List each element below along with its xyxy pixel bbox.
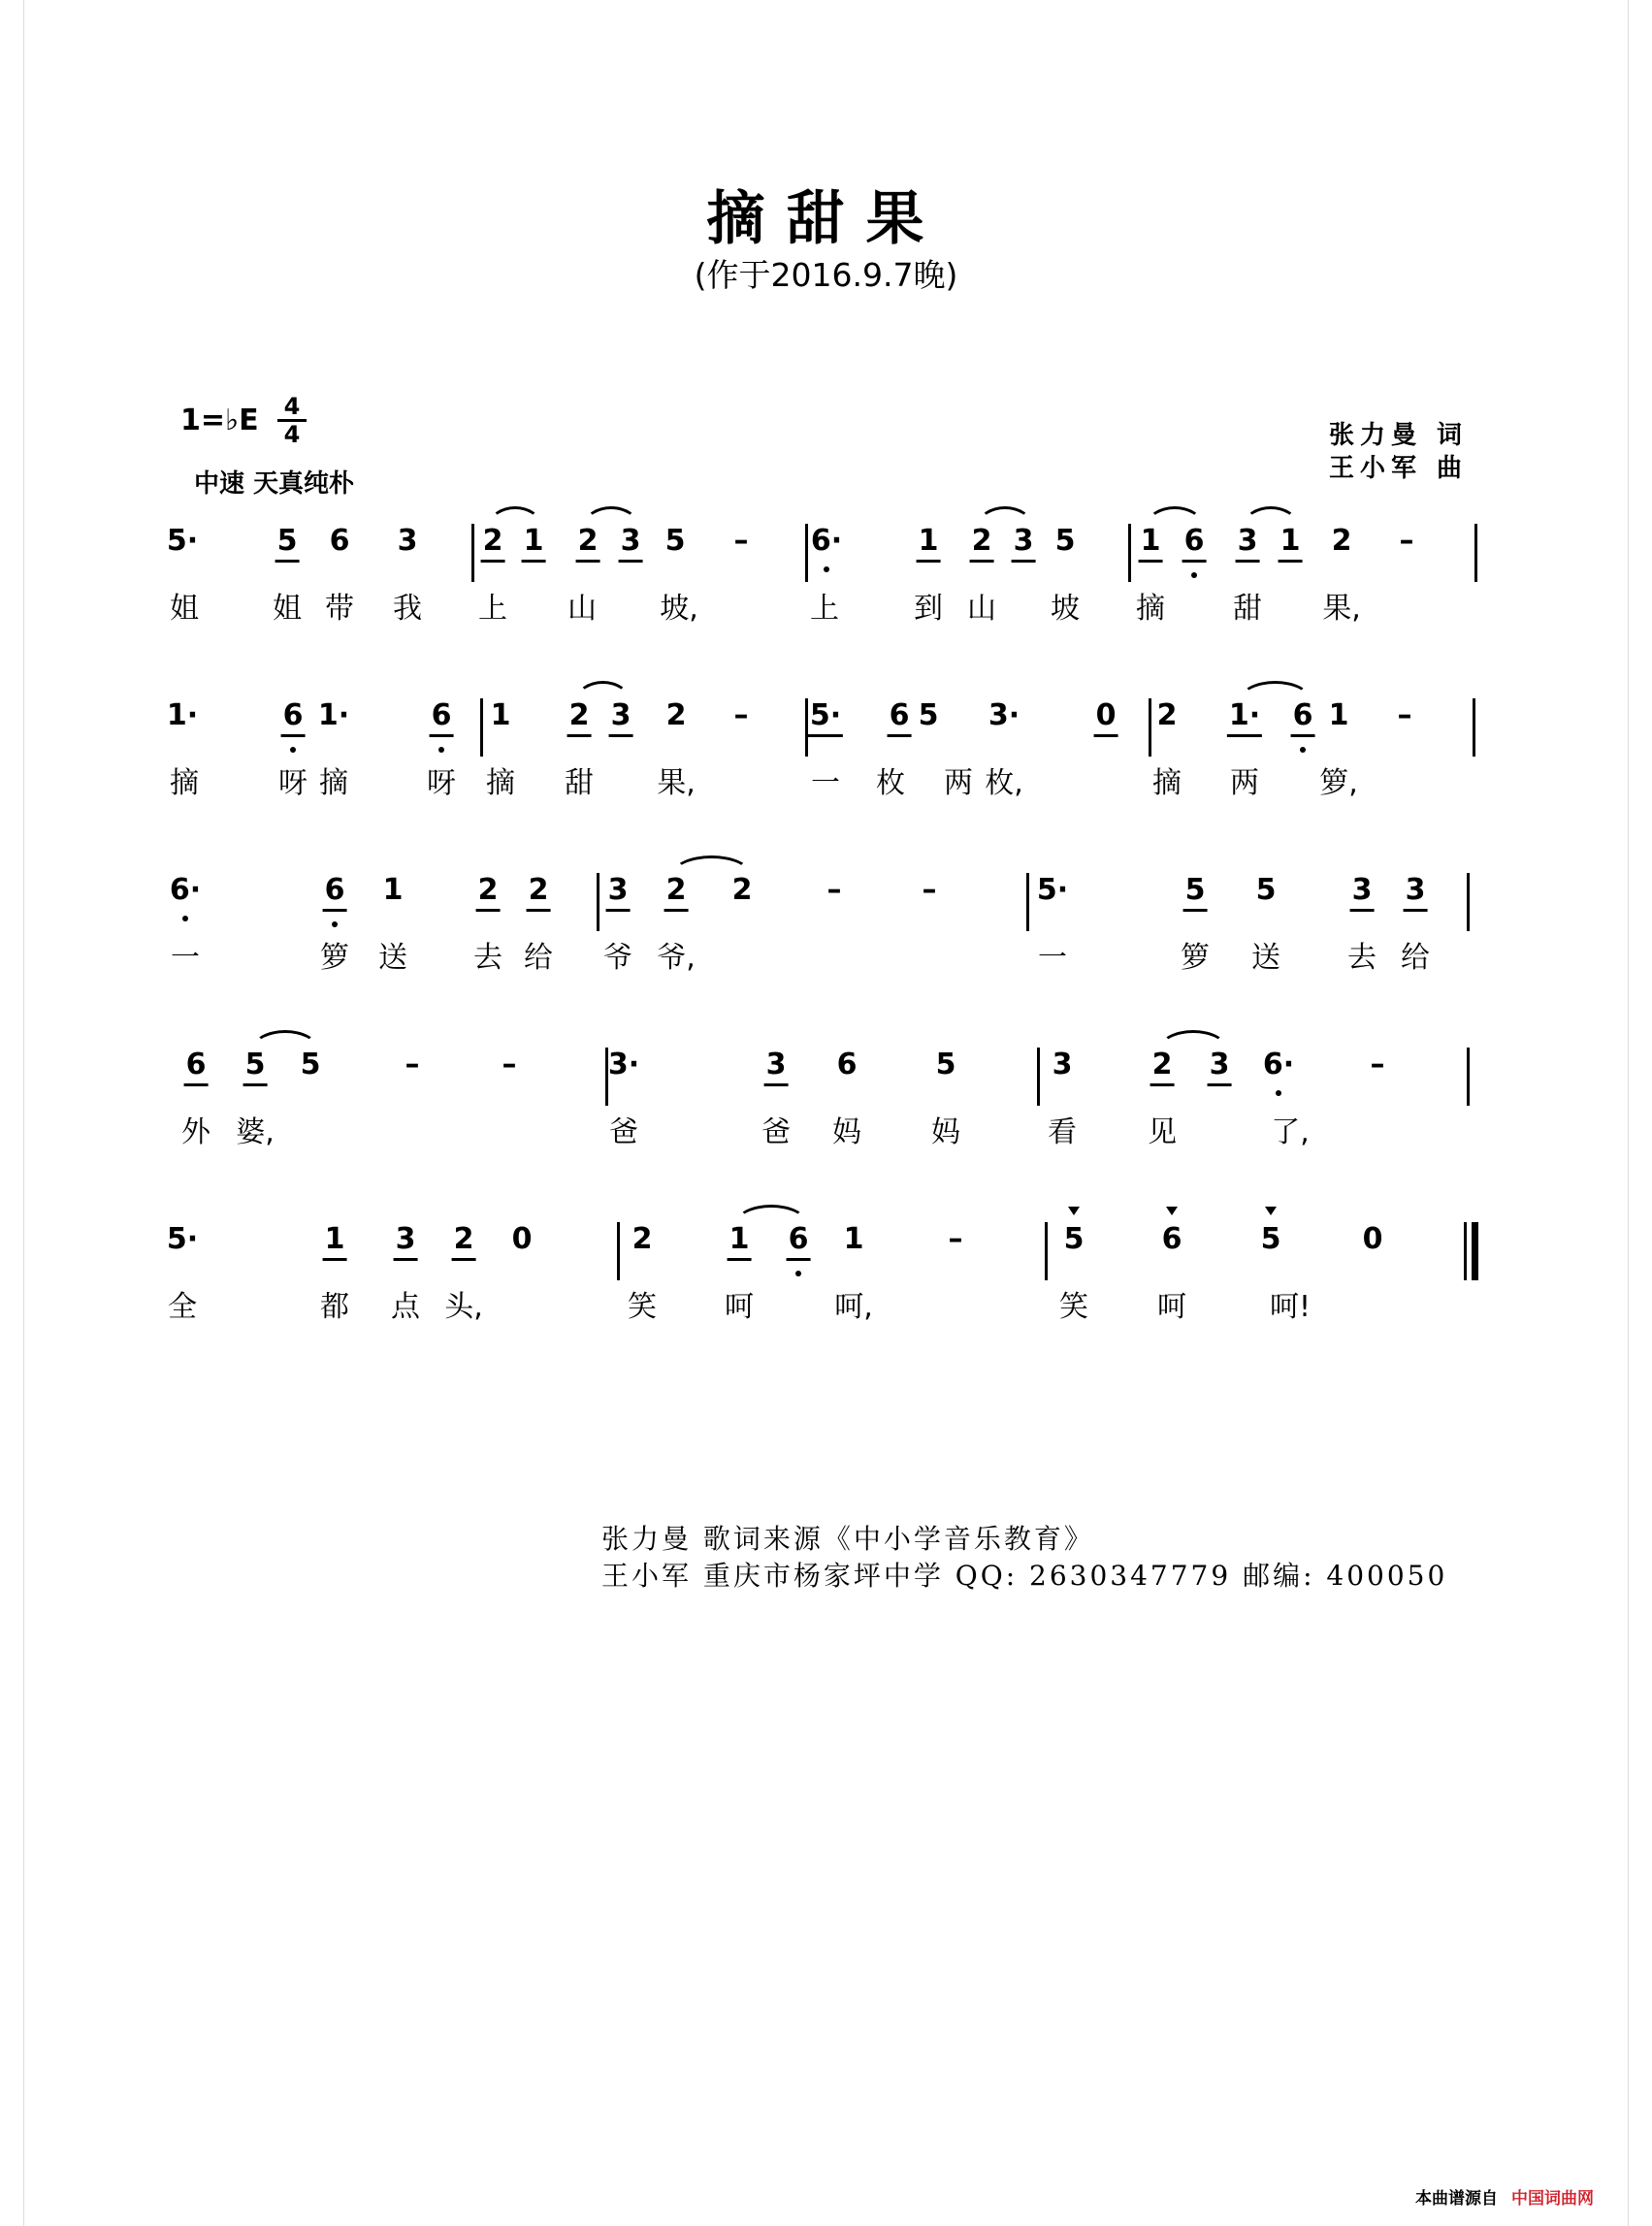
note: 5 xyxy=(664,524,686,558)
bar-line xyxy=(1467,873,1470,931)
note: 5· xyxy=(808,698,843,737)
note: – xyxy=(1399,524,1414,558)
final-bar-thin xyxy=(1464,1222,1467,1280)
note: – xyxy=(826,873,842,907)
low-octave-dot xyxy=(1191,572,1197,578)
note: 6· xyxy=(169,873,202,907)
lyric-syllable: 枚 xyxy=(876,766,905,800)
lyric-syllable: 上 xyxy=(478,592,507,626)
note: 0 xyxy=(1362,1222,1383,1256)
note: 2 xyxy=(1331,524,1352,558)
lyric-syllable: 呵 xyxy=(1157,1290,1186,1324)
note: 6 xyxy=(329,524,350,558)
note: 2 xyxy=(970,524,994,563)
time-signature-bottom: 4 xyxy=(283,421,301,448)
slur xyxy=(1244,506,1298,525)
time-signature-top: 4 xyxy=(283,393,301,420)
note: 6 xyxy=(323,873,347,912)
lyric-syllable: 爷, xyxy=(657,941,696,975)
lyric-syllable: 摘 xyxy=(319,766,348,800)
bar-line xyxy=(1149,698,1151,757)
note: 1· xyxy=(1227,698,1262,737)
lyric-syllable: 送 xyxy=(1251,941,1280,975)
song-title: 摘甜果 xyxy=(706,185,946,253)
music-row-1 xyxy=(0,514,1652,660)
note: 6 xyxy=(430,698,454,737)
note: 2 xyxy=(567,698,592,737)
lyric-syllable: 姐 xyxy=(170,592,199,626)
source-label: 本曲谱源自 xyxy=(1415,2189,1498,2209)
note: – xyxy=(405,1048,420,1081)
note: 5 xyxy=(1054,524,1076,558)
slur xyxy=(1159,1030,1227,1048)
note: 6 xyxy=(1291,698,1315,737)
footer-line-1: 张力曼 歌词来源《中小学音乐教育》 xyxy=(601,1523,1094,1555)
lyric-syllable: 给 xyxy=(524,941,553,975)
lyric-syllable: 一 xyxy=(811,766,840,800)
lyric-syllable: 到 xyxy=(914,592,943,626)
note: 3· xyxy=(607,1048,640,1081)
note: 0 xyxy=(1094,698,1118,737)
lyric-syllable: 给 xyxy=(1401,941,1430,975)
note: 5 xyxy=(1255,873,1277,907)
note: 2 xyxy=(664,873,689,912)
low-octave-dot xyxy=(824,566,829,572)
bar-line xyxy=(1045,1222,1048,1280)
note: 5· xyxy=(1036,873,1069,907)
note: 3 xyxy=(1350,873,1375,912)
note: 3 xyxy=(1012,524,1036,563)
slur xyxy=(735,1205,807,1223)
slur xyxy=(584,506,638,525)
bar-line xyxy=(805,524,808,582)
note: 5 xyxy=(935,1048,956,1081)
lyric-syllable: 箩 xyxy=(1181,941,1210,975)
note: 0 xyxy=(511,1222,533,1256)
lyric-syllable: 呀 xyxy=(427,766,456,800)
composer-credit: 王小军 曲 xyxy=(1328,454,1468,483)
note: 1 xyxy=(522,524,546,563)
lyric-syllable: 去 xyxy=(473,941,502,975)
low-octave-dot xyxy=(1300,747,1306,753)
note: – xyxy=(948,1222,963,1256)
note: 2 xyxy=(481,524,505,563)
lyric-syllable: 点 xyxy=(391,1290,420,1324)
lyric-syllable: 都 xyxy=(320,1290,349,1324)
bar-line xyxy=(1467,1048,1470,1106)
note: 5 xyxy=(1183,873,1208,912)
lyric-syllable: 外 xyxy=(181,1115,211,1149)
time-signature xyxy=(277,394,307,447)
bar-line xyxy=(1128,524,1131,582)
lyric-syllable: 头, xyxy=(444,1290,483,1324)
note: – xyxy=(1397,698,1412,732)
note: 6 xyxy=(1182,524,1207,563)
accent-mark xyxy=(1166,1207,1178,1215)
note: 6 xyxy=(888,698,912,737)
note: – xyxy=(733,524,749,558)
lyric-syllable: 爸 xyxy=(761,1115,791,1149)
lyric-syllable: 见 xyxy=(1148,1115,1177,1149)
low-octave-dot xyxy=(332,921,338,927)
bar-line xyxy=(617,1222,620,1280)
note: 1 xyxy=(1139,524,1163,563)
note: 3 xyxy=(1236,524,1260,563)
note: 1· xyxy=(317,698,350,732)
lyric-syllable: 坡 xyxy=(1051,592,1080,626)
note: 3 xyxy=(394,1222,418,1261)
note: 5 xyxy=(918,698,939,732)
note: 5· xyxy=(166,524,199,558)
note: 1 xyxy=(1279,524,1303,563)
slur xyxy=(576,681,630,699)
bar-line xyxy=(471,524,474,582)
lyric-syllable: 箩, xyxy=(1319,766,1358,800)
bar-line xyxy=(597,873,599,931)
lyric-syllable: 山 xyxy=(967,592,996,626)
note: 1 xyxy=(1328,698,1349,732)
note: 2 xyxy=(1150,1048,1175,1086)
lyricist-credit: 张力曼 词 xyxy=(1328,421,1468,450)
source-credit xyxy=(1415,2184,1594,2209)
accent-mark xyxy=(1068,1207,1080,1215)
lyric-syllable: 摘 xyxy=(170,766,199,800)
footer-line-2: 王小军 重庆市杨家坪中学 QQ: 2630347779 邮编: 400050 xyxy=(601,1560,1448,1592)
note: 5 xyxy=(300,1048,321,1081)
note: 5 xyxy=(275,524,300,563)
bar-line xyxy=(1474,524,1477,582)
bar-line xyxy=(605,1048,608,1106)
slur xyxy=(978,506,1032,525)
note: 1 xyxy=(382,873,404,907)
note: 3· xyxy=(988,698,1020,732)
key-signature: 1=♭E xyxy=(180,403,259,437)
lyric-syllable: 箩 xyxy=(320,941,349,975)
note: 1 xyxy=(917,524,941,563)
lyric-syllable: 了, xyxy=(1271,1115,1310,1149)
lyric-syllable: 笑 xyxy=(1059,1290,1088,1324)
lyric-syllable: 呀 xyxy=(278,766,308,800)
note: 6 xyxy=(836,1048,858,1081)
lyric-syllable: 摘 xyxy=(486,766,515,800)
slur xyxy=(252,1030,318,1048)
note: – xyxy=(1370,1048,1385,1081)
lyric-syllable: 呵! xyxy=(1269,1290,1312,1324)
note: 3 xyxy=(606,873,631,912)
lyric-syllable: 姐 xyxy=(273,592,302,626)
lyric-syllable: 果, xyxy=(1322,592,1361,626)
music-row-5 xyxy=(0,1212,1652,1358)
note: 3 xyxy=(609,698,633,737)
note: 2 xyxy=(452,1222,476,1261)
lyric-syllable: 看 xyxy=(1048,1115,1077,1149)
note: 3 xyxy=(1404,873,1428,912)
note: – xyxy=(502,1048,517,1081)
lyric-syllable: 摘 xyxy=(1136,592,1165,626)
music-row-4 xyxy=(0,1038,1652,1183)
note: 2 xyxy=(476,873,501,912)
note: 2 xyxy=(731,873,753,907)
lyric-syllable: 婆, xyxy=(236,1115,275,1149)
note: 1 xyxy=(323,1222,347,1261)
lyric-syllable: 上 xyxy=(810,592,839,626)
note: 2 xyxy=(665,698,687,732)
bar-line xyxy=(1037,1048,1040,1106)
lyric-syllable: 带 xyxy=(325,592,354,626)
note: 6 xyxy=(184,1048,209,1086)
lyric-syllable: 摘 xyxy=(1152,766,1182,800)
note: 5· xyxy=(166,1222,199,1256)
note: 3 xyxy=(764,1048,789,1086)
music-row-3 xyxy=(0,863,1652,1009)
note: 5 xyxy=(1063,1222,1085,1256)
low-octave-dot xyxy=(290,747,296,753)
note: 3 xyxy=(1208,1048,1232,1086)
note: 6· xyxy=(810,524,843,558)
lyric-syllable: 坡, xyxy=(660,592,698,626)
note: 2 xyxy=(1156,698,1178,732)
low-octave-dot xyxy=(438,747,444,753)
low-octave-dot xyxy=(795,1271,801,1276)
lyric-syllable: 妈 xyxy=(832,1115,861,1149)
lyric-syllable: 爸 xyxy=(609,1115,638,1149)
low-octave-dot xyxy=(1276,1090,1281,1096)
note: 6· xyxy=(1262,1048,1295,1081)
music-row-2 xyxy=(0,689,1652,834)
note: 1 xyxy=(843,1222,864,1256)
bar-line xyxy=(805,698,808,757)
slur xyxy=(1240,681,1311,699)
accent-mark xyxy=(1265,1207,1277,1215)
final-bar-thick xyxy=(1472,1222,1478,1280)
lyric-syllable: 枚, xyxy=(985,766,1023,800)
bar-line xyxy=(1473,698,1475,757)
note: 3 xyxy=(619,524,643,563)
lyric-syllable: 爷 xyxy=(603,941,632,975)
lyric-syllable: 去 xyxy=(1347,941,1377,975)
source-site: 中国词曲网 xyxy=(1511,2189,1594,2209)
low-octave-dot xyxy=(182,916,188,921)
note: 6 xyxy=(787,1222,811,1261)
lyric-syllable: 两 xyxy=(944,766,973,800)
note: 2 xyxy=(632,1222,653,1256)
note: – xyxy=(733,698,749,732)
lyric-syllable: 甜 xyxy=(1233,592,1262,626)
lyric-syllable: 我 xyxy=(393,592,422,626)
slur xyxy=(672,855,751,874)
lyric-syllable: 果, xyxy=(657,766,696,800)
note: 1 xyxy=(490,698,511,732)
note: 6 xyxy=(1161,1222,1182,1256)
lyric-syllable: 送 xyxy=(378,941,407,975)
lyric-syllable: 呵, xyxy=(834,1290,873,1324)
slur xyxy=(489,506,541,525)
lyric-syllable: 一 xyxy=(171,941,200,975)
slur xyxy=(1147,506,1203,525)
note: 5 xyxy=(1260,1222,1281,1256)
lyric-syllable: 笑 xyxy=(628,1290,657,1324)
lyric-syllable: 甜 xyxy=(565,766,594,800)
lyric-syllable: 一 xyxy=(1038,941,1067,975)
tempo-marking: 中速 天真纯朴 xyxy=(194,469,355,499)
lyric-syllable: 妈 xyxy=(931,1115,960,1149)
note: 1· xyxy=(166,698,199,732)
song-subtitle: (作于2016.9.7晚) xyxy=(694,256,958,294)
note: 6 xyxy=(281,698,306,737)
note: 2 xyxy=(527,873,551,912)
note: 2 xyxy=(576,524,600,563)
note: 3 xyxy=(397,524,418,558)
note: 1 xyxy=(728,1222,752,1261)
bar-line xyxy=(1026,873,1029,931)
note: 3 xyxy=(1052,1048,1073,1081)
lyric-syllable: 呵 xyxy=(725,1290,754,1324)
lyric-syllable: 山 xyxy=(567,592,597,626)
note: 5 xyxy=(243,1048,268,1086)
note: – xyxy=(922,873,937,907)
bar-line xyxy=(480,698,483,757)
lyric-syllable: 两 xyxy=(1230,766,1259,800)
lyric-syllable: 全 xyxy=(168,1290,197,1324)
